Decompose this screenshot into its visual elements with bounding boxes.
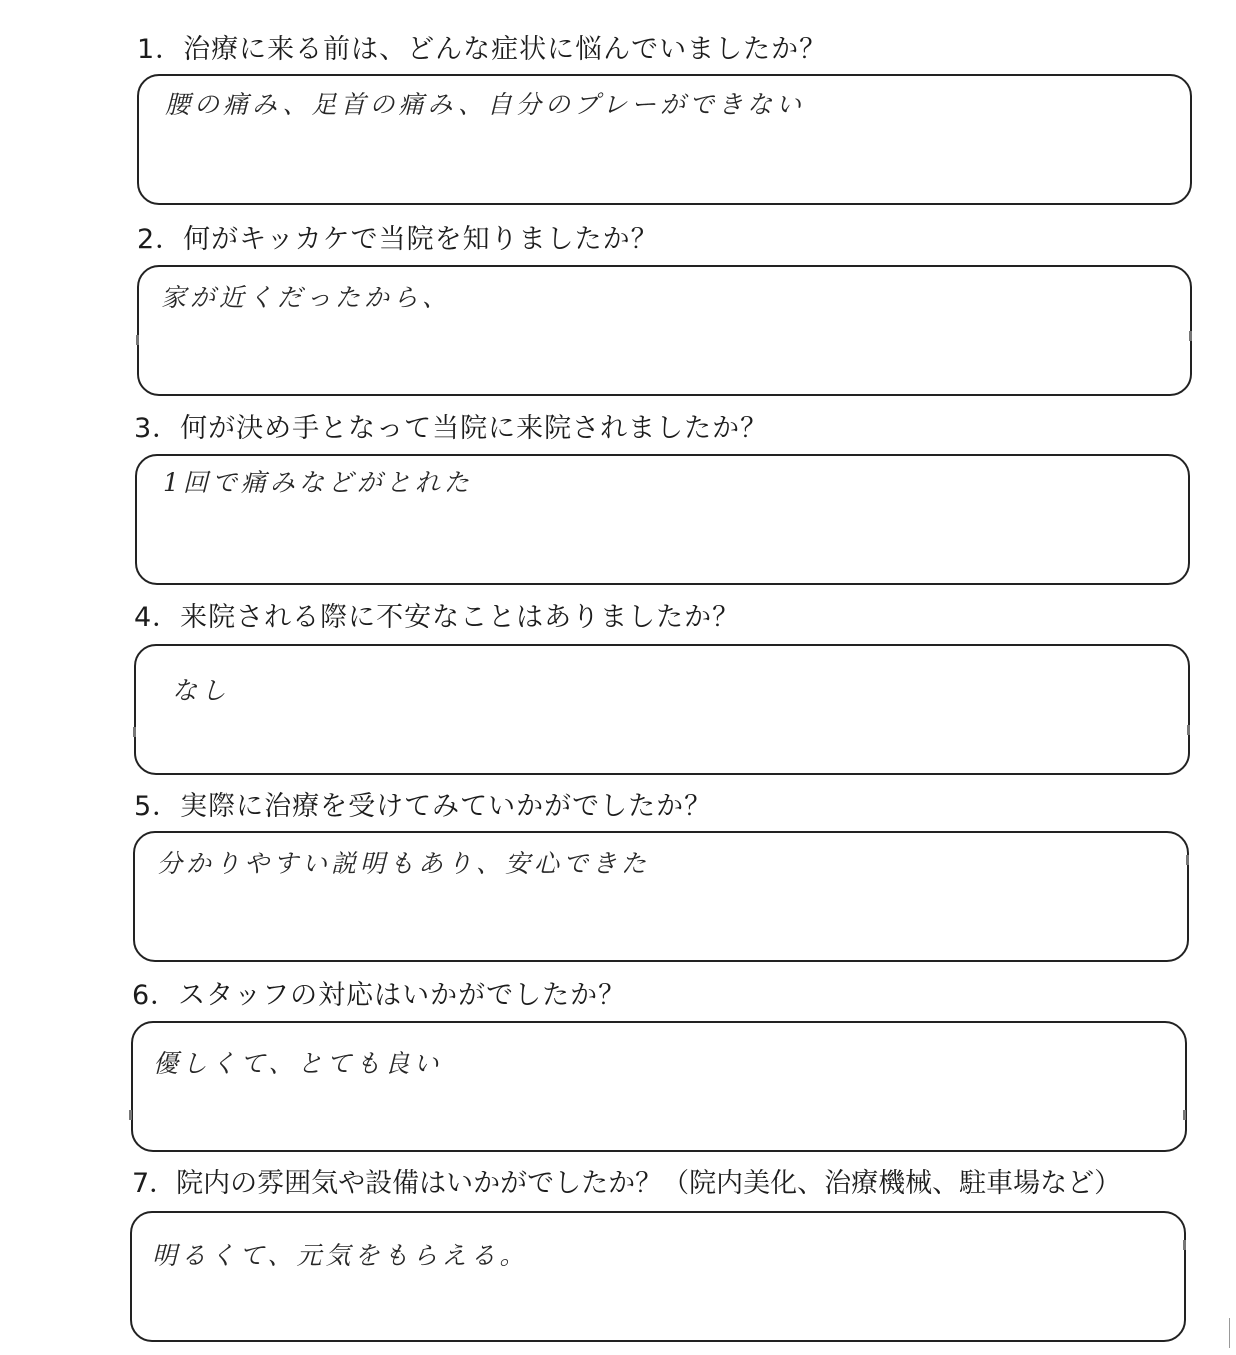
- answer-box-7: [130, 1211, 1186, 1342]
- question-6: 6．スタッフの対応はいかがでしたか？: [132, 980, 627, 1011]
- edge-mark: [1183, 1110, 1186, 1120]
- answer-box-3: [135, 454, 1190, 585]
- question-3: 3．何が決め手となって当院に来院されましたか？: [134, 413, 769, 444]
- edge-mark: [1186, 855, 1189, 865]
- answer-box-2: [137, 265, 1192, 396]
- question-5: 5．実際に治療を受けてみていかがでしたか？: [134, 791, 713, 822]
- scan-edge-line: [1229, 1318, 1230, 1348]
- answer-box-5: [133, 831, 1189, 962]
- edge-mark: [136, 335, 139, 345]
- answer-7: 明るくて、元気をもらえる。: [152, 1241, 529, 1270]
- question-1: 1．治療に来る前は、どんな症状に悩んでいましたか？: [137, 34, 828, 65]
- answer-5: 分かりやすい説明もあり、安心できた: [157, 849, 651, 878]
- edge-mark: [129, 1110, 132, 1120]
- edge-mark: [133, 727, 136, 737]
- answer-1: 腰の痛み、足首の痛み、自分のプレーができない: [165, 90, 806, 119]
- question-7: 7．院内の雰囲気や設備はいかがでしたか？（院内美化、治療機械、駐車場など）: [132, 1168, 1122, 1199]
- edge-mark: [1187, 725, 1190, 735]
- edge-mark: [1189, 331, 1192, 341]
- answer-4: なし: [172, 676, 231, 705]
- answer-3: 1回で痛みなどがとれた: [163, 468, 473, 497]
- answer-6: 優しくて、とても良い: [153, 1049, 443, 1078]
- answer-2: 家が近くだったから、: [161, 283, 452, 312]
- answer-box-6: [131, 1021, 1187, 1152]
- question-2: 2．何がキッカケで当院を知りましたか？: [137, 224, 659, 255]
- answer-box-1: [137, 74, 1192, 205]
- edge-mark: [1183, 1240, 1186, 1250]
- question-4: 4．来院される際に不安なことはありましたか？: [134, 602, 741, 633]
- answer-box-4: [134, 644, 1190, 775]
